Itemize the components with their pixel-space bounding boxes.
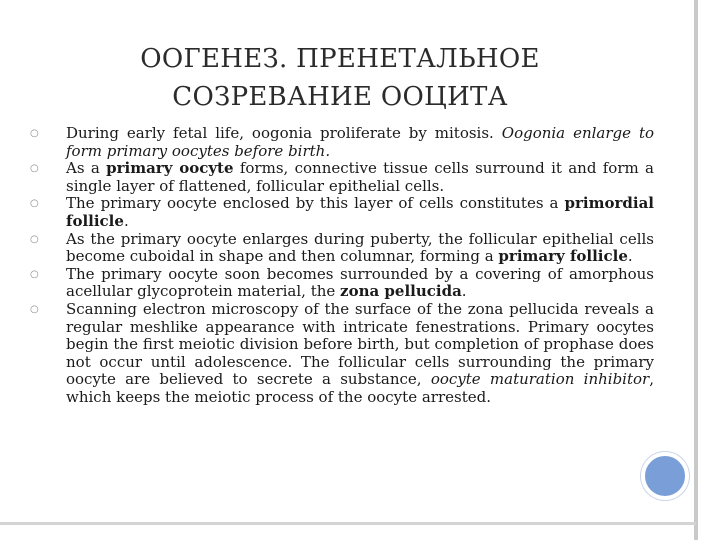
bullet-circle-icon — [30, 129, 40, 139]
bullet-circle-icon — [30, 305, 40, 315]
bullet-text: , which keeps the meiotic process of the oocyte arrested. — [66, 370, 654, 406]
bullet-text: The primary oocyte enclosed by this layer of cells constitutes a — [66, 194, 565, 213]
bullet-item — [30, 231, 654, 266]
bullet-circle-icon — [30, 235, 40, 245]
slide-title — [60, 40, 620, 116]
bullet-text-bold: primordial follicle — [66, 194, 654, 230]
bullet-text-bold: primary follicle — [498, 247, 628, 266]
bullet-text-bold: zona pellucida — [340, 282, 462, 301]
bullet-text: Scanning electron microscopy of the surface of the zona pellucida reveals a regular meshlike appearance with intricate fenestrations. Primary oocytes begin the first meiotic division before birth, but completion of prophase does not occur until adolescence. The follicular cells surrounding the primary oocyte are believed to secrete a substance, — [66, 299, 654, 389]
bullet-list — [30, 125, 654, 407]
bullet-item — [30, 195, 654, 230]
bullet-text: During early fetal life, oogonia proliferate by mitosis. — [66, 124, 502, 142]
bullet-text-bold: primary oocyte — [106, 159, 234, 178]
bullet-text: The primary oocyte soon becomes surrounded by a covering of amorphous acellular glycoprotein material, the — [66, 264, 654, 301]
decorative-circle — [641, 452, 689, 500]
title-line-2: СОЗРЕВАНИЕ ООЦИТА — [172, 82, 508, 112]
bullet-item — [30, 160, 654, 195]
bullet-circle-icon — [30, 199, 40, 209]
bullet-text-italic: Oogonia enlarge to form primary oocytes before birth. — [66, 124, 654, 160]
bullet-item — [30, 301, 654, 407]
slide-frame-bottom — [0, 522, 696, 525]
bullet-text: . — [461, 282, 467, 301]
bullet-text: As the primary oocyte enlarges during puberty, the follicular epithelial cells become cuboidal in shape and then columnar, forming a — [66, 229, 654, 266]
bullet-circle-icon — [30, 164, 40, 174]
bullet-text: . — [123, 211, 129, 230]
title-line-1: ООГЕНЕЗ. ПРЕНЕТАЛЬНОЕ — [140, 44, 540, 74]
bullet-text: . — [627, 247, 633, 266]
bullet-item — [30, 125, 654, 160]
bullet-text: forms, connective tissue cells surround it and form a single layer of flattened, follicular epithelial cells. — [66, 159, 654, 195]
bullet-circle-icon — [30, 270, 40, 280]
slide-frame-right — [694, 0, 698, 540]
bullet-item — [30, 266, 654, 301]
bullet-text-italic: oocyte maturation inhibitor — [430, 370, 650, 389]
bullet-text: As a — [66, 159, 107, 178]
